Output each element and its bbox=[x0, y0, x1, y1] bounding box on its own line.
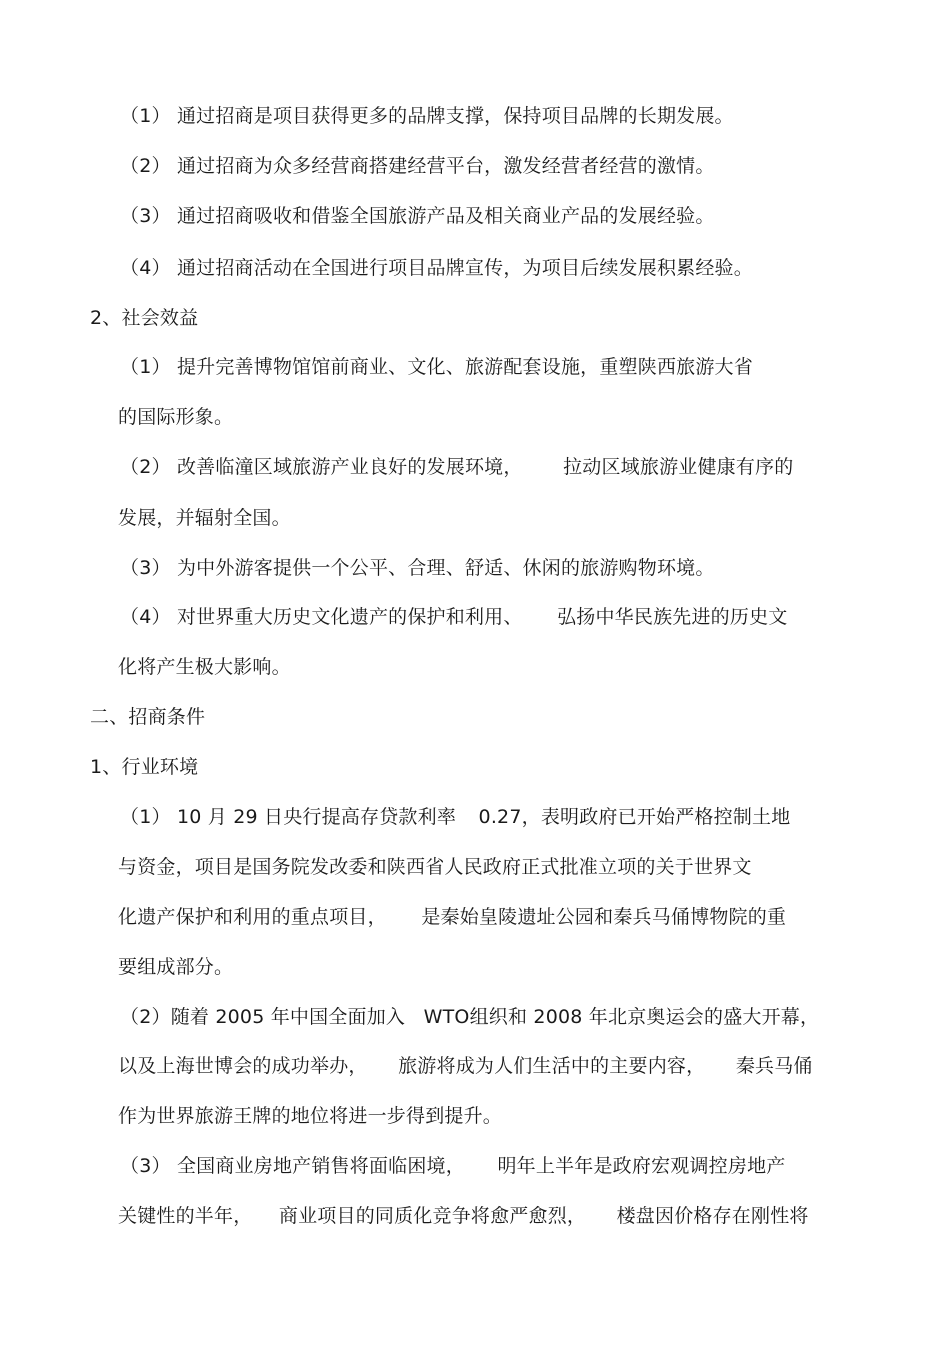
item-text: 提升完善博物馆馆前商业、文化、旅游配套设施，重塑陕西旅游大省 bbox=[176, 356, 753, 378]
condition-item-2-line2 bbox=[118, 1054, 813, 1078]
item-label: （3） bbox=[120, 1155, 171, 1177]
conditions-heading: 二、招商条件 bbox=[90, 706, 206, 728]
item-text: 通过招商活动在全国进行项目品牌宣传，为项目后续发展积累经验。 bbox=[176, 257, 753, 279]
item-label: （1） bbox=[120, 356, 171, 378]
item-text: 通过招商是项目获得更多的品牌支撑，保持项目品牌的长期发展。 bbox=[176, 105, 734, 127]
item-label: （3） bbox=[120, 557, 171, 579]
item-text-a: 全国商业房地产销售将面临困境， bbox=[176, 1155, 465, 1177]
item-text-b: 是秦始皇陵遗址公园和秦兵马俑博物院的重 bbox=[421, 906, 787, 928]
item-text-b: WTO组织和 2008 年北京奥运会的盛大开幕， bbox=[423, 1006, 820, 1028]
item-text-a: （2）随着 2005 年中国全面加入 bbox=[120, 1006, 406, 1028]
item-text-a: 对世界重大历史文化遗产的保护和利用、 bbox=[176, 606, 523, 628]
item-label: （4） bbox=[120, 257, 171, 279]
condition-item-3 bbox=[120, 1154, 785, 1178]
item-text-b: 明年上半年是政府宏观调控房地产 bbox=[497, 1155, 786, 1177]
condition-item-1-line3 bbox=[118, 905, 786, 929]
item-text-b: 商业项目的同质化竞争将愈严愈烈， bbox=[278, 1205, 587, 1227]
condition-item-2-line3: 作为世界旅游王牌的地位将进一步得到提升。 bbox=[118, 1105, 503, 1127]
item-label: （1） bbox=[120, 806, 171, 828]
social-item-1-cont: 的国际形象。 bbox=[118, 406, 234, 428]
item-text: 为中外游客提供一个公平、合理、舒适、休闲的旅游购物环境。 bbox=[176, 557, 715, 579]
item-text-c: 楼盘因价格存在刚性将 bbox=[616, 1205, 809, 1227]
social-item-2 bbox=[120, 455, 793, 479]
item-text-a: 10 月 29 日央行提高存贷款利率 bbox=[176, 806, 457, 828]
item-label: （4） bbox=[120, 606, 171, 628]
benefit-item-3 bbox=[120, 204, 715, 228]
item-text-b: 旅游将成为人们生活中的主要内容， bbox=[398, 1055, 706, 1077]
social-item-1 bbox=[120, 355, 753, 379]
social-item-4 bbox=[120, 605, 787, 629]
social-item-4-cont: 化将产生极大影响。 bbox=[118, 656, 291, 678]
social-heading: 2、社会效益 bbox=[90, 307, 199, 329]
item-text: 通过招商为众多经营商搭建经营平台，激发经营者经营的激情。 bbox=[176, 155, 715, 177]
item-text-b: 0.27，表明政府已开始严格控制土地 bbox=[478, 806, 791, 828]
item-text-a: 改善临潼区域旅游产业良好的发展环境， bbox=[176, 456, 523, 478]
social-item-3 bbox=[120, 556, 715, 580]
condition-item-2 bbox=[120, 1005, 819, 1029]
condition-item-1-line2: 与资金，项目是国务院发改委和陕西省人民政府正式批准立项的关于世界文 bbox=[118, 856, 752, 878]
item-label: （2） bbox=[120, 456, 171, 478]
benefit-item-4 bbox=[120, 256, 753, 280]
condition-item-1-line4: 要组成部分。 bbox=[118, 956, 234, 978]
item-text-a: 化遗产保护和利用的重点项目， bbox=[118, 906, 387, 928]
condition-item-3-line2 bbox=[118, 1204, 809, 1228]
item-label: （3） bbox=[120, 205, 171, 227]
item-text: 通过招商吸收和借鉴全国旅游产品及相关商业产品的发展经验。 bbox=[176, 205, 715, 227]
item-label: （2） bbox=[120, 155, 171, 177]
item-text-b: 弘扬中华民族先进的历史文 bbox=[557, 606, 788, 628]
item-text-a: 关键性的半年， bbox=[118, 1205, 253, 1227]
item-label: （1） bbox=[120, 105, 171, 127]
industry-heading: 1、行业环境 bbox=[90, 756, 199, 778]
item-text-b: 拉动区域旅游业健康有序的 bbox=[563, 456, 794, 478]
social-item-2-cont: 发展，并辐射全国。 bbox=[118, 507, 291, 529]
item-text-a: 以及上海世博会的成功举办， bbox=[118, 1055, 368, 1077]
benefit-item-1 bbox=[120, 104, 734, 128]
condition-item-1 bbox=[120, 805, 790, 829]
benefit-item-2 bbox=[120, 154, 715, 178]
item-text-c: 秦兵马俑 bbox=[735, 1055, 813, 1077]
